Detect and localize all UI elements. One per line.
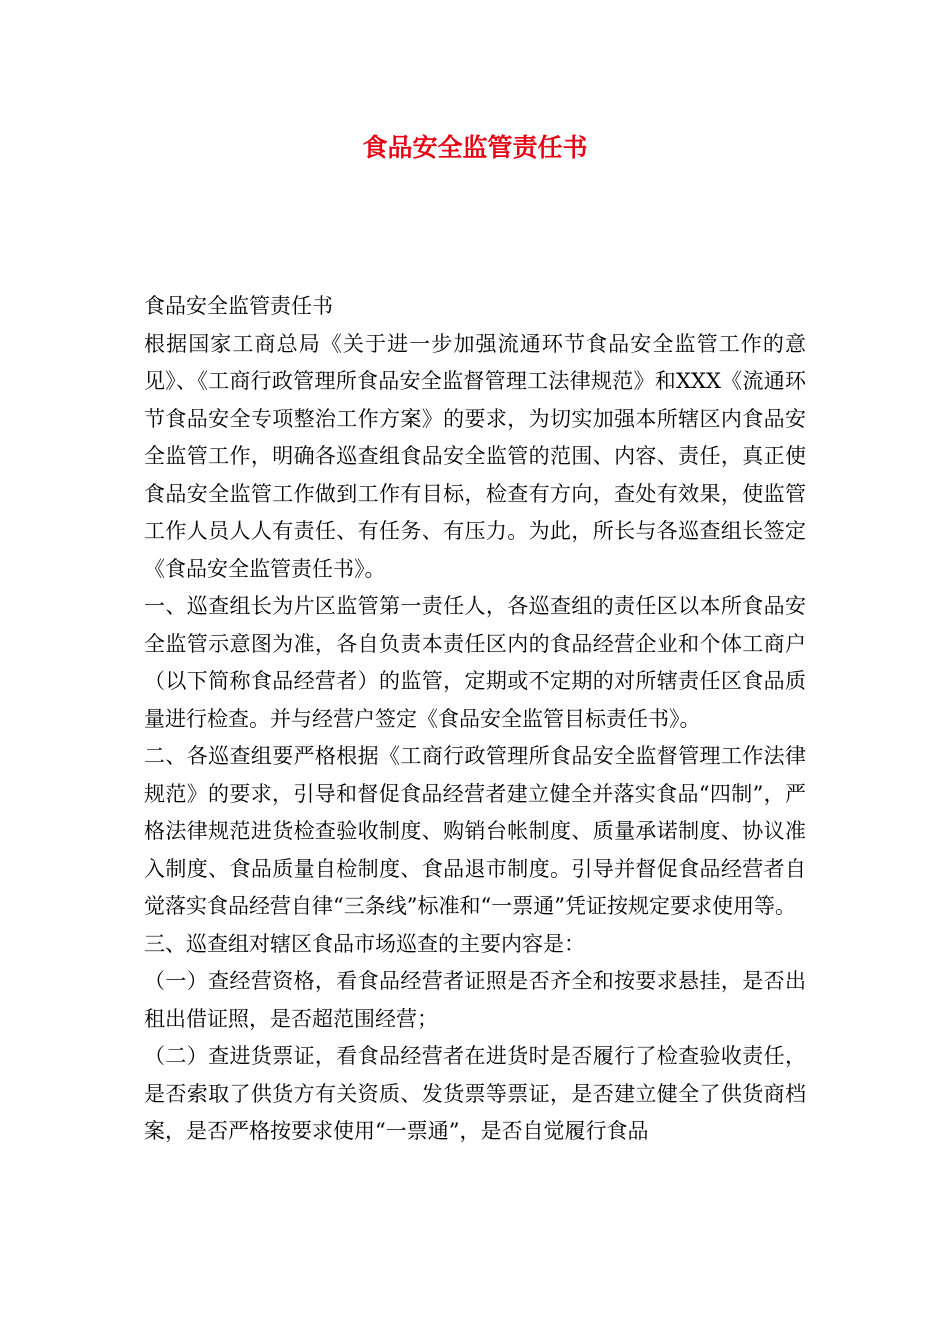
document-title: 食品安全监管责任书 — [362, 133, 588, 162]
document-body — [144, 288, 806, 1151]
paragraph-item-2: 二、各巡查组要严格根据《工商行政管理所食品安全监督管理工作法律规范》的要求，引导和督促食品经营者建立健全并落实食品“四制”，严格法律规范进货检查验收制度、购销台帐制度、质量承诺制度、协议准入制度、食品质量自检制度、食品退市制度。引导并督促食品经营者自觉落实食品经营自律“三条线”标准和“一票通”凭证按规定要求使用等。 — [144, 744, 806, 918]
paragraph-subtitle: 食品安全监管责任书 — [144, 294, 333, 318]
paragraph-subitem-1: （一）查经营资格，看食品经营者证照是否齐全和按要求悬挂，是否出租出借证照，是否超范围经营； — [144, 969, 806, 1031]
paragraph-subitem-2: （二）查进货票证，看食品经营者在进货时是否履行了检查验收责任，是否索取了供货方有关资质、发货票等票证，是否建立健全了供货商档案，是否严格按要求使用“一票通”，是否自觉履行食品 — [144, 1044, 806, 1143]
paragraph-intro: 根据国家工商总局《关于进一步加强流通环节食品安全监管工作的意见》、《工商行政管理所食品安全监督管理工法律规范》和XXX《流通环节食品安全专项整治工作方案》的要求，为切实加强本所辖区内食品安全监管工作，明确各巡查组食品安全监管的范围、内容、责任，真正使食品安全监管工作做到工作有目标，检查有方向，查处有效果，使监管工作人员人人有责任、有任务、有压力。为此，所长与各巡查组长签定《食品安全监管责任书》。 — [144, 331, 806, 581]
paragraph-item-1: 一、巡查组长为片区监管第一责任人，各巡查组的责任区以本所食品安全监管示意图为准，各自负责本责任区内的食品经营企业和个体工商户（以下简称食品经营者）的监管，定期或不定期的对所辖责任区食品质量进行检查。并与经营户签定《食品安全监管目标责任书》。 — [144, 594, 806, 731]
paragraph-item-3: 三、巡查组对辖区食品市场巡查的主要内容是： — [144, 931, 585, 956]
